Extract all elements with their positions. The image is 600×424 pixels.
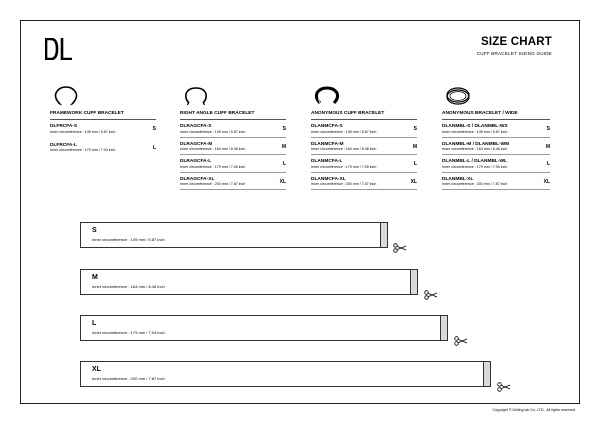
table-row [180, 120, 286, 138]
dl-logo [45, 38, 73, 60]
section-title: ANONYMOUS CUFF BRACELET [311, 111, 417, 120]
scissors-icon [424, 290, 438, 300]
product-code: DLANMBL-L / DLANMBL-WL [442, 159, 507, 164]
product-code: DLRAGCFA-L [180, 159, 212, 164]
size-label: S [413, 126, 417, 132]
scissors-icon [454, 336, 468, 346]
product-code: DLANMCFA-M [311, 141, 344, 147]
product-code: DLANMCFA-S [311, 124, 343, 129]
size-label: S [546, 126, 550, 132]
circumference: Inner circumference : 179 mm / 7.05 inch [180, 164, 246, 169]
framework-cuff-section [50, 84, 156, 156]
product-code: DLRAGCFA-XL [180, 176, 215, 182]
strip-size: L [92, 320, 97, 327]
section-title: ANONYMOUS BRACELET / WIDE [442, 111, 550, 120]
size-label: L [152, 144, 156, 151]
size-label: S [152, 126, 156, 132]
circumference: Inner circumference : 179 mm / 7.05 inch [311, 164, 377, 169]
table-row [180, 155, 286, 173]
product-code: DLFRCFA-L [50, 142, 77, 148]
strip-size: S [92, 227, 97, 234]
table-row [442, 138, 550, 156]
table-row [180, 138, 286, 156]
scissors-icon [497, 382, 511, 392]
table-row [311, 173, 417, 191]
size-label: L [282, 161, 286, 167]
size-label: XL [410, 178, 417, 185]
product-code: DLANMCFA-XL [311, 176, 346, 182]
measuring-strip-s [80, 222, 388, 248]
size-label: L [413, 161, 417, 167]
page-frame [20, 20, 580, 404]
scissors-icon [393, 243, 407, 253]
table-row [311, 138, 417, 156]
size-label: L [546, 161, 550, 167]
product-code: DLANMBL-XL [442, 176, 474, 182]
strip-tab [380, 223, 387, 247]
strip-text: Inner circumference : 200 mm / 7.87 inch [92, 376, 165, 381]
section-title: RIGHT ANGLE CUFF BRACELET [180, 111, 286, 120]
circumference: Inner circumference : 179 mm / 7.04 inch [50, 148, 116, 152]
section-title: FRAMEWORK CUFF BRACELET [50, 111, 156, 120]
table-row [50, 120, 156, 138]
product-code: DLRAGCFA-M [180, 141, 213, 147]
product-code: DLFRCFA-S [50, 124, 78, 129]
circumference: Inner circumference : 149 mm / 5.87 inch [50, 129, 116, 134]
product-code: DLANMBL-S / DLANMBL-WS [442, 124, 508, 129]
product-code: DLRAGCFA-S [180, 124, 212, 129]
anonymous-wide-section [442, 84, 550, 190]
anonymous-cuff-section [311, 84, 417, 190]
right-angle-cuff-icon [182, 84, 210, 108]
size-label: S [282, 126, 286, 132]
measuring-strip-xl [80, 361, 491, 387]
size-label: XL [543, 178, 550, 185]
framework-cuff-icon [52, 84, 80, 108]
circumference: Inner circumference : 164 mm / 6.46 inch [311, 147, 377, 151]
strip-size: M [92, 274, 98, 281]
circumference: Inner circumference : 200 mm / 7.87 inch [442, 182, 508, 186]
strip-tab [410, 270, 417, 294]
page-subtitle: CUFF BRACELET SIZING GUIDE [476, 51, 552, 56]
circumference: Inner circumference : 149 mm / 5.87 inch [180, 129, 246, 134]
measuring-strip-m [80, 269, 418, 295]
table-row [442, 120, 550, 138]
table-row [311, 155, 417, 173]
product-code: DLANMCFA-L [311, 159, 343, 164]
circumference: Inner circumference : 149 mm / 5.87 inch [311, 129, 377, 134]
size-label: XL [279, 178, 286, 185]
table-row [180, 173, 286, 191]
size-label: M [412, 143, 417, 150]
strip-text: Inner circumference : 179 mm / 7.04 inch [92, 330, 165, 335]
strip-text: Inner circumference : 149 mm / 5.87 inch [92, 237, 165, 242]
circumference: Inner circumference : 164 mm / 6.46 inch [442, 147, 508, 151]
circumference: Inner circumference : 149 mm / 5.87 inch [442, 129, 508, 134]
size-label: M [545, 143, 550, 150]
table-row [442, 173, 550, 191]
anonymous-wide-icon [444, 84, 472, 108]
page-title: SIZE CHART [481, 36, 552, 48]
circumference: Inner circumference : 164 mm / 6.46 inch [180, 147, 246, 151]
table-row [442, 155, 550, 173]
table-row [311, 120, 417, 138]
strip-size: XL [92, 366, 101, 373]
strip-tab [440, 316, 447, 340]
copyright-text: Copyright © Drilling lab Co. LTD., All rights reserved. [492, 408, 576, 412]
product-code: DLANMBL-M / DLANMBL-WM [442, 141, 510, 147]
circumference: Inner circumference : 200 mm / 7.87 inch [311, 182, 377, 186]
strip-tab [483, 362, 490, 386]
measuring-strip-l [80, 315, 448, 341]
table-row [50, 139, 156, 157]
strip-text: Inner circumference : 164 mm / 6.46 inch [92, 284, 165, 289]
size-label: M [281, 143, 286, 150]
circumference: Inner circumference : 179 mm / 7.05 inch [442, 164, 508, 169]
anonymous-cuff-icon [313, 84, 341, 108]
circumference: Inner circumference : 200 mm / 7.87 inch [180, 182, 246, 186]
right-angle-cuff-section [180, 84, 286, 190]
